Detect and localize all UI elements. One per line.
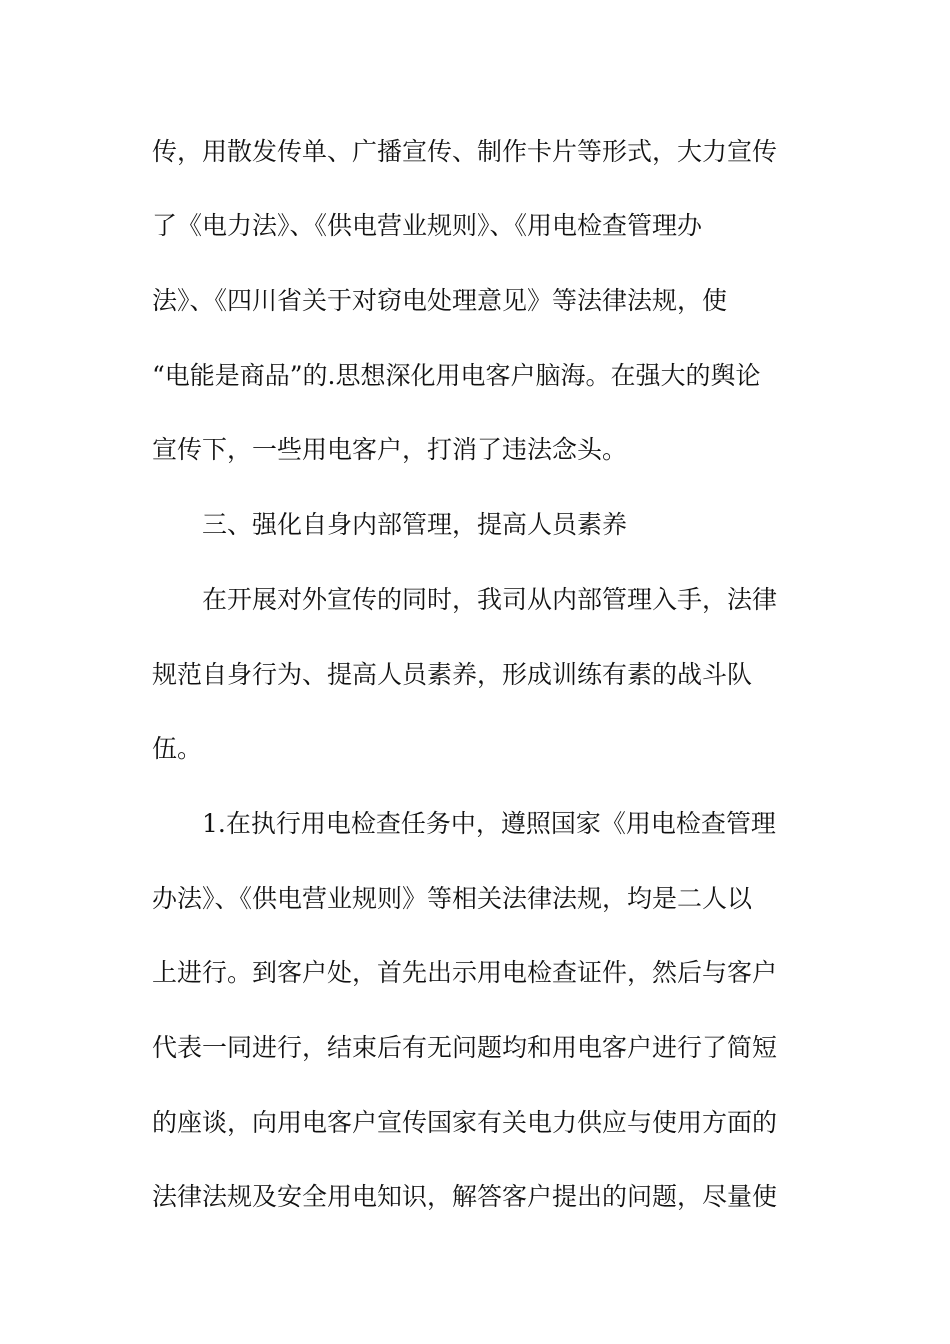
text-line: 了《电力法》、《供电营业规则》、《用电检查管理办 [152,211,703,240]
text-line: 上进行。到客户处，首先出示用电检查证件，然后与客户 [152,958,778,987]
text-line: 法》、《四川省关于对窃电处理意见》等法律法规，使 [152,286,728,315]
text-line: 规范自身行为、提高人员素养，形成训练有素的战斗队 [152,660,753,689]
text-line: 1.在执行用电检查任务中，遵照国家《用电检查管理 [202,809,776,838]
text-line: 办法》、《供电营业规则》等相关法律法规，均是二人以 [152,884,753,913]
text-line: 的座谈，向用电客户宣传国家有关电力供应与使用方面的 [152,1108,778,1137]
section-heading: 三、强化自身内部管理，提高人员素养 [202,510,628,539]
text-line: 法律法规及安全用电知识，解答客户提出的问题，尽量使 [152,1182,778,1211]
text-line: 伍。 [152,734,203,763]
text-line: 代表一同进行，结束后有无问题均和用电客户进行了简短 [152,1033,778,1062]
text-line: 传，用散发传单、广播宣传、制作卡片等形式，大力宣传 [152,137,778,166]
text-line: “电能是商品”的.思想深化用电客户脑海。在强大的舆论 [152,361,761,390]
text-line: 宣传下，一些用电客户，打消了违法念头。 [152,435,628,464]
text-line: 在开展对外宣传的同时，我司从内部管理入手，法律 [202,585,778,614]
